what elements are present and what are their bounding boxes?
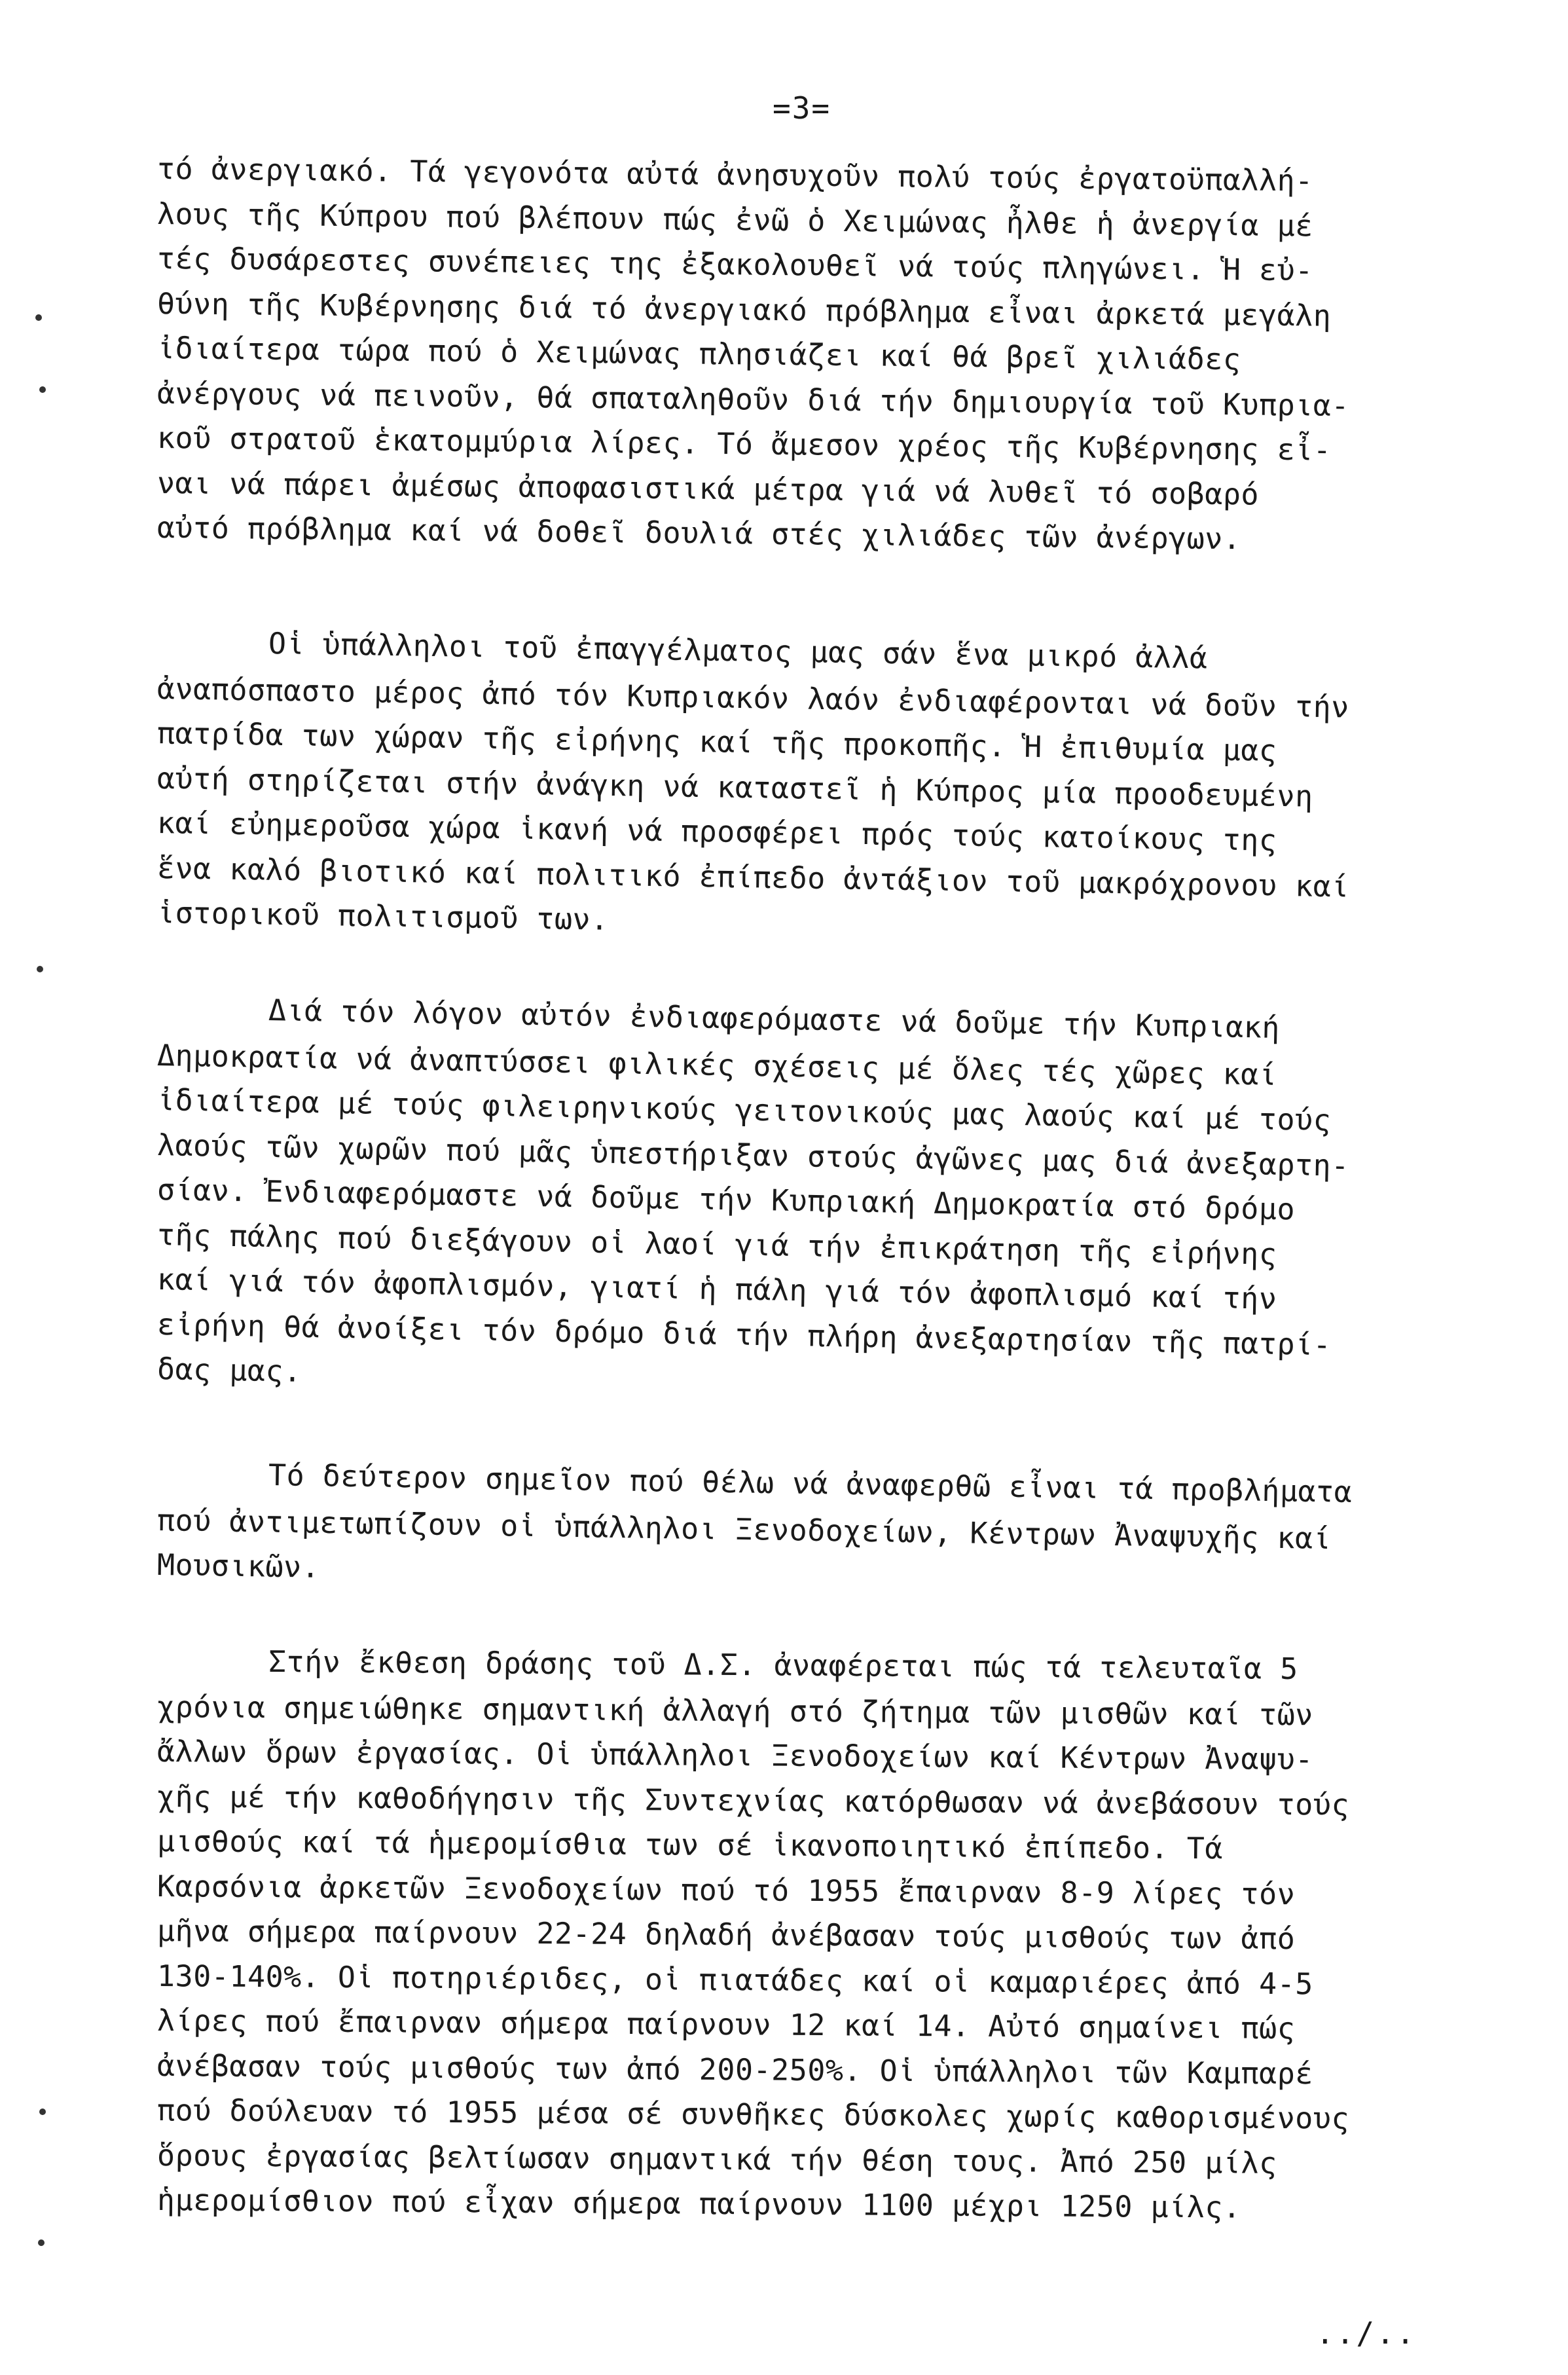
text-line: εἰρήνη θά ἀνοίξει τόν δρόμο διά τήν πλήρη ἀνεξαρτησίαν τῆς πατρί- (156, 1306, 1332, 1362)
margin-speck (39, 386, 46, 393)
text-line: καί εὐημεροῦσα χώρα ἱκανή νά προσφέρει πρός τούς κατοίκους της (156, 805, 1277, 858)
page-number: =3= (773, 90, 831, 126)
text-line: λους τῆς Κύπρου πού βλέπουν πώς ἐνῶ ὁ Χειμώνας ἦλθε ἡ ἀνεργία μέ (156, 196, 1314, 243)
text-line: Δημοκρατία νά ἀναπτύσσει φιλικές σχέσεις μέ ὅλες τές χῶρες καί (156, 1037, 1277, 1092)
text-line: τῆς πάλης πού διεξάγουν οἱ λαοί γιά τήν ἐπικράτηση τῆς εἰρήνης (156, 1217, 1277, 1272)
text-line: ναι νά πάρει ἀμέσως ἀποφασιστικά μέτρα γιά νά λυθεῖ τό σοβαρό (156, 465, 1260, 512)
continuation-mark: ../.. (1316, 2315, 1417, 2351)
text-line: πατρίδα των χώραν τῆς εἰρήνης καί τῆς προκοπῆς. Ἡ ἐπιθυμία μας (156, 716, 1277, 768)
text-line: αὐτή στηρίζεται στήν ἀνάγκη νά καταστεῖ ἡ Κύπρος μία προοδευμένη (156, 760, 1314, 814)
text-line: λίρες πού ἔπαιρναν σήμερα παίρνουν 12 καί 14. Αὐτό σημαίνει πώς (156, 2003, 1296, 2046)
text-line: χῆς μέ τήν καθοδήγησιν τῆς Συντεχνίας κατόρθωσαν νά ἀνεβάσουν τούς (156, 1778, 1350, 1822)
margin-speck (37, 966, 43, 972)
text-line: τές δυσάρεστες συνέπειες της ἐξακολουθεῖ νά τούς πληγώνει. Ἡ εὐ- (156, 241, 1314, 288)
text-line: χρόνια σημειώθηκε σημαντική ἀλλαγή στό ζήτημα τῶν μισθῶν καί τῶν (156, 1689, 1314, 1732)
text-line: καί γιά τόν ἀφοπλισμόν, γιατί ἡ πάλη γιά τόν ἀφοπλισμό καί τήν (156, 1262, 1277, 1316)
text-line: ἡμερομίσθιον πού εἶχαν σήμερα παίρνουν 1100 μέχρι 1250 μίλς. (156, 2182, 1241, 2225)
text-line: μῆνα σήμερα παίρνουν 22-24 δηλαδή ἀνέβασαν τούς μισθούς των ἀπό (156, 1913, 1296, 1957)
text-line: ἀναπόσπαστο μέρος ἀπό τόν Κυπριακόν λαόν ἐνδιαφέρονται νά δοῦν τήν (156, 671, 1350, 725)
text-line: σίαν. Ἐνδιαφερόμαστε νά δοῦμε τήν Κυπριακή Δημοκρατία στό δρόμο (156, 1172, 1296, 1227)
text-line: μισθούς καί τά ἡμερομίσθια των σέ ἱκανοποιητικό ἐπίπεδο. Τά (156, 1824, 1224, 1866)
text-line: ἀνέργους νά πεινοῦν, θά σπαταληθοῦν διά τήν δημιουργία τοῦ Κυπρια- (156, 375, 1350, 423)
text-line: ἰδιαίτερα μέ τούς φιλειρηνικούς γειτονικούς μας λαούς καί μέ τούς (156, 1082, 1332, 1138)
text-line: αὐτό πρόβλημα καί νά δοθεῖ δουλιά στές χιλιάδες τῶν ἀνέργων. (156, 510, 1241, 557)
margin-speck (35, 314, 42, 321)
text-line: ὅρους ἐργασίας βελτίωσαν σημαντικά τήν θέση τους. Ἀπό 250 μίλς (156, 2137, 1277, 2181)
text-line: ἰδιαίτερα τώρα πού ὁ Χειμώνας πλησιάζει καί θά βρεῖ χιλιάδες (156, 331, 1241, 377)
margin-speck (39, 2108, 46, 2115)
text-line: θύνη τῆς Κυβέρνησης διά τό ἀνεργιακό πρόβλημα εἶναι ἀρκετά μεγάλη (156, 285, 1332, 333)
text-line: ἕνα καλό βιοτικό καί πολιτικό ἐπίπεδο ἀντάξιον τοῦ μακρόχρονου καί (156, 850, 1350, 904)
text-line: πού δούλευαν τό 1955 μέσα σέ συνθῆκες δύσκολες χωρίς καθορισμένους (156, 2093, 1350, 2136)
text-line: ἀνέβασαν τούς μισθούς των ἀπό 200-250%. Οἱ ὑπάλληλοι τῶν Καμπαρέ (156, 2048, 1314, 2091)
text-line: λαούς τῶν χωρῶν πού μᾶς ὑπεστήριξαν στούς ἀγῶνες μας διά ἀνεξαρτη- (156, 1127, 1350, 1183)
text-line: δας μας. (156, 1352, 302, 1389)
text-line: Οἱ ὑπάλληλοι τοῦ ἐπαγγέλματος μας σάν ἕνα μικρό ἀλλά (268, 626, 1209, 676)
text-line: Μουσικῶν. (156, 1547, 320, 1585)
text-line: ἱστορικοῦ πολιτισμοῦ των. (156, 895, 610, 937)
text-line: κοῦ στρατοῦ ἑκατομμύρια λίρες. Τό ἄμεσον χρέος τῆς Κυβέρνησης εἶ- (156, 420, 1332, 468)
text-line: Καρσόνια ἀρκετῶν Ξενοδοχείων πού τό 1955 ἔπαιρναν 8-9 λίρες τόν (156, 1868, 1296, 1911)
text-line: Στήν ἔκθεση δράσης τοῦ Δ.Σ. ἀναφέρεται πώς τά τελευταῖα 5 (268, 1644, 1298, 1686)
text-line: 130-140%. Οἱ ποτηριέριδες, οἱ πιατάδες καί οἱ καμαριέρες ἀπό 4-5 (156, 1958, 1314, 2001)
text-line: Διά τόν λόγον αὐτόν ἐνδιαφερόμαστε νά δοῦμε τήν Κυπριακή (268, 993, 1281, 1045)
margin-speck (38, 2239, 45, 2246)
text-line: ἄλλων ὅρων ἐργασίας. Οἱ ὑπάλληλοι Ξενοδοχείων καί Κέντρων Ἀναψυ- (156, 1734, 1314, 1777)
text-line: τό ἀνεργιακό. Τά γεγονότα αὐτά ἀνησυχοῦν πολύ τούς ἐργατοϋπαλλή- (156, 151, 1314, 198)
text-line: πού ἀντιμετωπίζουν οἱ ὑπάλληλοι Ξενοδοχείων, Κέντρων Ἀναψυχῆς καί (156, 1502, 1332, 1556)
text-line: Τό δεύτερον σημεῖον πού θέλω νά ἀναφερθῶ εἶναι τά προβλήματα (268, 1458, 1353, 1510)
